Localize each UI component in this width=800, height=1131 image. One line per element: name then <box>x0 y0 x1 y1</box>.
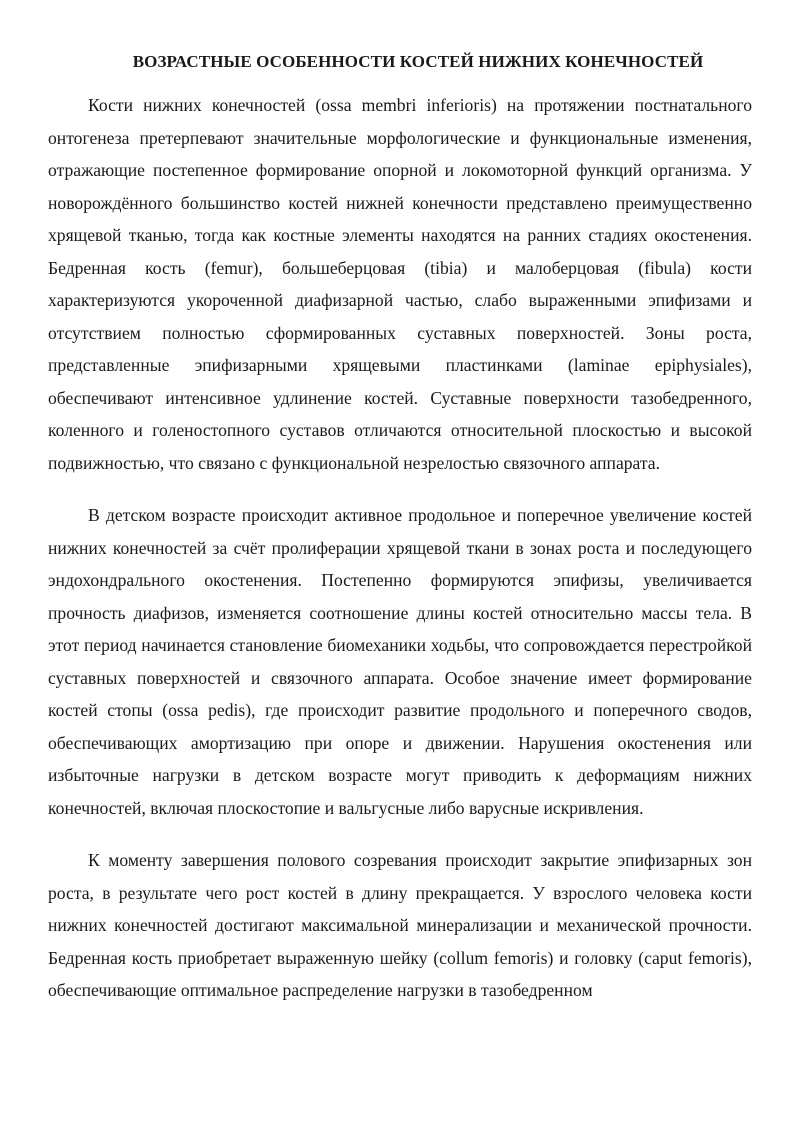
document-title: ВОЗРАСТНЫЕ ОСОБЕННОСТИ КОСТЕЙ НИЖНИХ КОНЕЧНОСТЕЙ <box>132 52 704 71</box>
paragraph-childhood: В детском возрасте происходит активное продольное и поперечное увеличение костей нижних конечностей за счёт пролиферации хрящевой ткани в зонах роста и последующего эндохондрального окостенения. Постепенно формируются эпифизы, увеличивается прочность диафизов, изменяется соотношение длины костей относительно массы тела. В этот период начинается становление биомеханики ходьбы, что сопровождается перестройкой суставных поверхностей и связочного аппарата. Особое значение имеет формирование костей стопы (ossa pedis), где происходит развитие продольного и поперечного сводов, обеспечивающих амортизацию при опоре и движении. Нарушения окостенения или избыточные нагрузки в детском возрасте могут приводить к деформациям нижних конечностей, включая плоскостопие и вальгусные либо варусные искривления. <box>48 505 752 818</box>
document-page <box>48 50 752 1007</box>
paragraph-adult: К моменту завершения полового созревания происходит закрытие эпифизарных зон роста, в результате чего рост костей в длину прекращается. У взрослого человека кости нижних конечностей достигают максимальной минерализации и механической прочности. Бедренная кость приобретает выраженную шейку (collum femoris) и головку (caput femoris), обеспечивающие оптимальное распределение нагрузки в тазобедренном <box>48 850 752 1000</box>
paragraph-newborn: Кости нижних конечностей (ossa membri inferioris) на протяжении постнатального онтогенеза претерпевают значительные морфологические и функциональные изменения, отражающие постепенное формирование опорной и локомоторной функций организма. У новорождённого большинство костей нижней конечности представлено преимущественно хрящевой тканью, тогда как костные элементы находятся на ранних стадиях окостенения. Бедренная кость (femur), большеберцовая (tibia) и малоберцовая (fibula) кости характеризуются укороченной диафизарной частью, слабо выраженными эпифизами и отсутствием полностью сформированных суставных поверхностей. Зоны роста, представленные эпифизарными хрящевыми пластинками (laminae epiphysiales), обеспечивают интенсивное удлинение костей. Суставные поверхности тазобедренного, коленного и голеностопного суставов отличаются относительной плоскостью и высокой подвижностью, что связано с функциональной незрелостью связочного аппарата. <box>48 95 752 473</box>
